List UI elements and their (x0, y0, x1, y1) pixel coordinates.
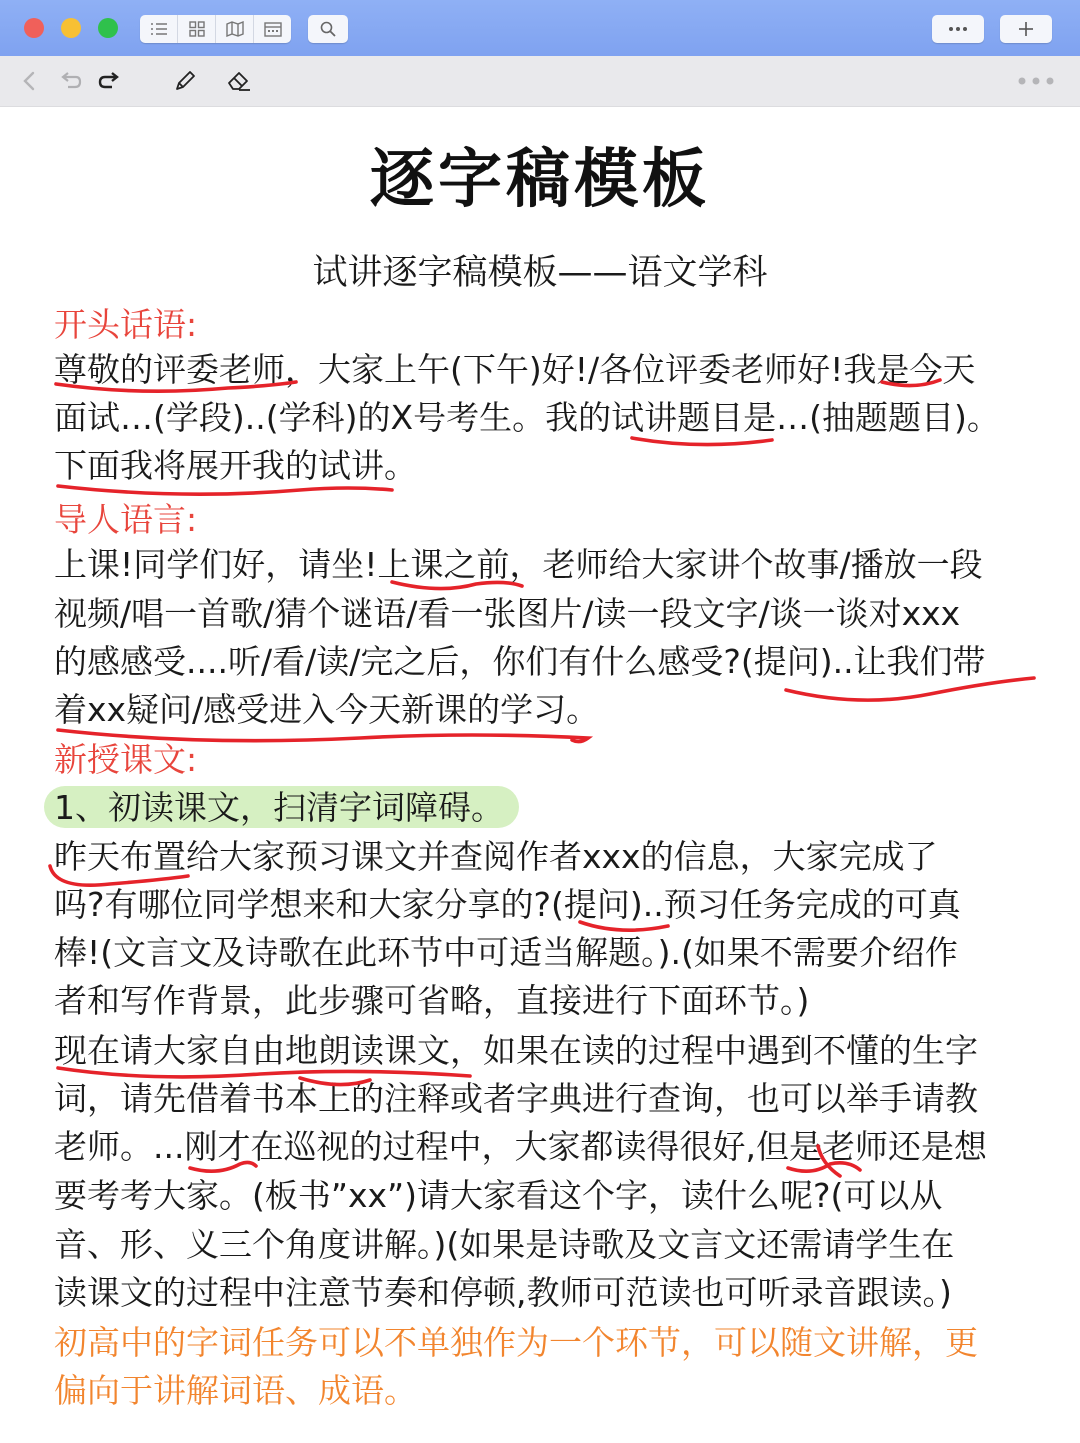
note-line: 偏向于讲解词语、成语。 (54, 1371, 417, 1410)
text-line: 读课文的过程中注意节奏和停顿,教师可范读也可听录音跟读。) (54, 1273, 952, 1312)
text-line: 老师。...刚才在巡视的过程中，大家都读得很好,但是老师还是想 (54, 1127, 987, 1166)
text-line: 下面我将展开我的试讲。 (54, 446, 417, 485)
pen-icon (173, 69, 197, 93)
text-line: 视频/唱一首歌/猜个谜语/看一张图片/读一段文字/谈一谈对xxx (54, 594, 961, 633)
grid-icon (189, 21, 205, 37)
list-view-button[interactable] (140, 15, 178, 43)
search-button[interactable] (308, 15, 348, 43)
text-line: 吗?有哪位同学想来和大家分享的?(提问)..预习任务完成的可真 (54, 885, 961, 924)
pen-tool-button[interactable] (172, 68, 198, 94)
calendar-icon (264, 21, 282, 37)
text-line: 词，请先借着书本上的注释或者字典进行查询，也可以举手请教 (54, 1079, 978, 1118)
more-options-button[interactable] (932, 15, 984, 43)
text-line: 音、形、义三个角度讲解。)(如果是诗歌及文言文还需请学生在 (54, 1225, 955, 1264)
grid-view-button[interactable] (178, 15, 216, 43)
undo-button[interactable] (58, 68, 84, 94)
add-icon (1018, 21, 1034, 37)
text-line: 1、初读课文，扫清字词障碍。 (54, 788, 504, 827)
page-subtitle: 试讲逐字稿模板——语文学科 (312, 253, 768, 293)
toolbar-more-button[interactable] (1016, 68, 1056, 94)
book-view-button[interactable] (216, 15, 254, 43)
eraser-icon (226, 69, 252, 93)
text-line: 要考考大家。(板书”xx”)请大家看这个字，读什么呢?(可以从 (54, 1176, 943, 1215)
editing-toolbar (0, 56, 1080, 107)
text-line: 的感感受....听/看/读/完之后，你们有什么感受?(提问)..让我们带 (54, 642, 986, 681)
back-icon (22, 71, 36, 91)
more-icon (948, 26, 968, 32)
book-icon (226, 21, 244, 37)
close-window-button[interactable] (24, 18, 44, 38)
text-line: 者和写作背景，此步骤可省略，直接进行下面环节。) (54, 981, 810, 1020)
add-page-button[interactable] (1000, 15, 1052, 43)
redo-icon (98, 71, 120, 91)
text-line: 上课!同学们好，请坐!上课之前，老师给大家讲个故事/播放一段 (54, 545, 983, 584)
text-line: 棒!(文言文及诗歌在此环节中可适当解题。).(如果不需要介绍作 (54, 933, 958, 972)
window-titlebar (0, 0, 1080, 56)
redo-button[interactable] (96, 68, 122, 94)
list-icon (150, 22, 168, 36)
maximize-window-button[interactable] (98, 18, 118, 38)
note-line: 初高中的字词任务可以不单独作为一个环节，可以随文讲解，更 (54, 1323, 978, 1362)
section-heading: 新授课文: (54, 740, 198, 779)
calendar-view-button[interactable] (254, 15, 291, 43)
view-mode-group (140, 15, 291, 43)
undo-icon (60, 71, 82, 91)
search-icon (320, 21, 336, 37)
text-line: 尊敬的评委老师，大家上午(下午)好!/各位评委老师好!我是今天 (54, 350, 976, 389)
section-heading: 导人语言: (54, 500, 198, 539)
more-icon (1018, 77, 1054, 85)
minimize-window-button[interactable] (61, 18, 81, 38)
eraser-tool-button[interactable] (226, 68, 252, 94)
page-title: 逐字稿模板 (370, 143, 710, 217)
text-line: 着xx疑问/感受进入今天新课的学习。 (54, 690, 600, 729)
text-line: 昨天布置给大家预习课文并查阅作者xxx的信息，大家完成了 (54, 837, 938, 876)
text-line: 现在请大家自由地朗读课文，如果在读的过程中遇到不懂的生字 (54, 1031, 978, 1070)
section-heading: 开头话语: (54, 305, 198, 344)
text-line: 面试…(学段)..(学科)的X号考生。我的试讲题目是…(抽题题目)。 (54, 398, 1000, 437)
back-button[interactable] (16, 68, 42, 94)
